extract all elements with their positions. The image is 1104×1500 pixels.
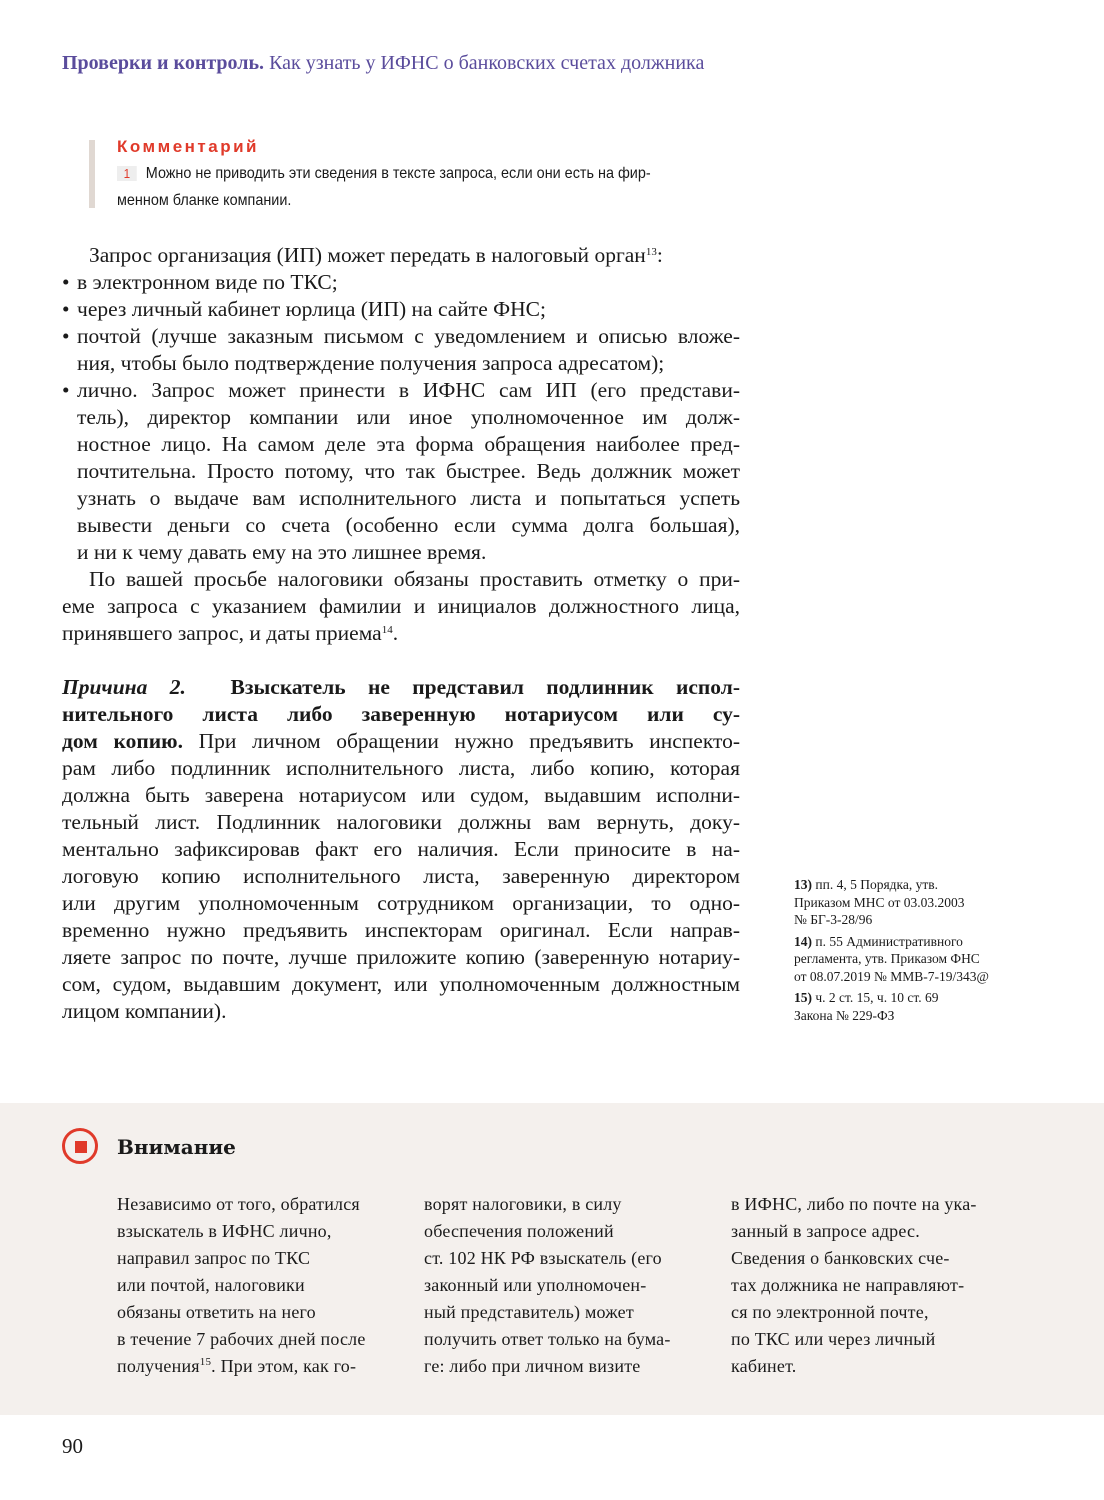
intro-text: Запрос организация (ИП) может передать в налоговый орган <box>89 243 646 267</box>
reason-line: ментально зафиксировав факт его наличия. Если приносите в на- <box>62 837 740 861</box>
reason-label: Причина 2. <box>62 675 186 699</box>
footnote-line <box>794 894 1024 912</box>
footnote-ref: 15 <box>199 1356 212 1368</box>
footnote-line <box>794 933 1024 951</box>
paragraph <box>62 566 740 620</box>
comment-text: Можно не приводить эти сведения в тексте запроса, если они есть на фир- <box>145 165 651 182</box>
running-header <box>62 52 704 75</box>
warning-line: обеспечения положений <box>424 1221 614 1241</box>
warning-text: получения <box>117 1356 200 1376</box>
warning-line: взыскатель в ИФНС лично, <box>117 1221 332 1241</box>
bullet-line: • через личный кабинет юрлица (ИП) на сайте ФНС; <box>62 297 546 321</box>
warning-line: в ИФНС, либо по почте на ука- <box>731 1194 977 1214</box>
reason-line: тельный лист. Подлинник налоговики должны вам вернуть, доку- <box>62 810 740 834</box>
warning-line: ный представитель) может <box>424 1302 634 1322</box>
reason-line: нительного листа либо заверенную нотариусом или су- <box>62 702 740 726</box>
bullet-icon: • <box>62 378 70 402</box>
bullet-list <box>62 269 740 566</box>
bullet-icon: • <box>62 324 70 348</box>
reason-text: При личном обращении нужно предъявить инспекто- <box>198 729 741 753</box>
reason-line: лицом компании). <box>62 999 227 1023</box>
intro-line <box>62 242 740 269</box>
footnote-number: 14) <box>794 933 812 949</box>
warning-line: занный в запросе адрес. <box>731 1221 920 1241</box>
footnote-line <box>794 968 1024 986</box>
bullet-line: • в электронном виде по ТКС; <box>62 270 338 294</box>
warning-line: или почтой, налоговики <box>117 1275 305 1295</box>
footnote-text: Приказом МНС от 03.03.2003 <box>794 894 965 910</box>
warning-line: ворят налоговики, в силу <box>424 1194 622 1214</box>
bullet-line: тель), директор компании или иное уполномоченное им долж- <box>77 405 740 429</box>
reason-line: должна быть заверена нотариусом или судом, выдавшим исполни- <box>62 783 740 807</box>
page-number: 90 <box>62 1434 83 1458</box>
section-name: Проверки и контроль. <box>62 52 265 74</box>
reason-heading: дом копию. <box>62 729 183 753</box>
reason-heading: Взыскатель не представил подлинник испол- <box>230 675 740 699</box>
warning-line: обязаны ответить на него <box>117 1302 316 1322</box>
comment-line <box>117 165 651 183</box>
footnote-text: ч. 2 ст. 15, ч. 10 ст. 69 <box>815 990 939 1005</box>
reason-line <box>62 674 740 701</box>
warning-line: по ТКС или через личный <box>731 1329 936 1349</box>
bullet-line: узнать о выдаче вам исполнительного листа и попытаться успеть <box>77 486 740 510</box>
reason-paragraph <box>62 755 740 1025</box>
warning-column-1 <box>117 1191 366 1380</box>
bullet-icon: • <box>62 270 70 294</box>
para-text: принявшего запрос, и даты приема <box>62 621 382 645</box>
warning-line: тах должника не направляют- <box>731 1275 965 1295</box>
bullet-line: и ни к чему давать ему на это лишнее время. <box>77 540 487 564</box>
warning-line: в течение 7 рабочих дней после <box>117 1329 366 1349</box>
warning-line: ст. 102 НК РФ взыскатель (его <box>424 1248 662 1268</box>
warning-line: получить ответ только на бума- <box>424 1329 671 1349</box>
wavy-edge <box>0 1100 1104 1106</box>
reason-line: или другим уполномоченным сотрудником организации, то одно- <box>62 891 740 915</box>
warning-column-3 <box>731 1191 977 1380</box>
warning-line: ся по электронной почте, <box>731 1302 929 1322</box>
comment-line: менном бланке компании. <box>117 192 292 209</box>
footnote-text: пп. 4, 5 Порядка, утв. <box>815 877 939 892</box>
bullet-line: ностное лицо. На самом деле эта форма обращения наиболее пред- <box>77 432 740 456</box>
warning-line: ге: либо при личном визите <box>424 1356 641 1376</box>
chapter-title: Как узнать у ИФНС о банковских счетах должника <box>269 52 705 74</box>
reason-line: временно нужно предъявить инспекторам оригинал. Если направ- <box>62 918 740 942</box>
footnote-text: Закона № 229-ФЗ <box>794 1007 895 1023</box>
reason-line: логовую копию исполнительного листа, заверенную директором <box>62 864 740 888</box>
footnotes <box>794 876 1024 1028</box>
warning-line: Сведения о банковских сче- <box>731 1248 950 1268</box>
footnote-line <box>794 989 1024 1007</box>
bullet-line: вывести деньги со счета (особенно если сумма долга большая), <box>77 513 740 537</box>
punct: : <box>656 243 663 267</box>
reason-line: сом, судом, выдавшим документ, или уполномоченным должностным <box>62 972 740 996</box>
bullet-icon: • <box>62 297 70 321</box>
footnote <box>794 933 1024 986</box>
punct: . <box>392 621 399 645</box>
footnote-ref: 14 <box>381 624 393 636</box>
warning-line: Независимо от того, обратился <box>117 1194 360 1214</box>
footnote <box>794 989 1024 1024</box>
body-text <box>62 242 740 1025</box>
bullet-line: почтительна. Просто потому, что так быстрее. Ведь должник может <box>77 459 740 483</box>
footnote-number: 15) <box>794 990 812 1005</box>
bullet-line: • почтой (лучше заказным письмом с уведомлением и описью вложе- <box>62 324 740 348</box>
warning-text: . При этом, как го- <box>211 1356 357 1376</box>
footnote-line <box>794 1007 1024 1025</box>
paragraph-line <box>62 620 740 647</box>
warning-column-2 <box>424 1191 671 1380</box>
comment-title: Комментарий <box>117 137 259 156</box>
warning-line: направил запрос по ТКС <box>117 1248 311 1268</box>
footnote-ref: 13 <box>645 246 657 258</box>
footnote-text: регламента, утв. Приказом ФНС <box>794 951 980 966</box>
footnote-text: от 08.07.2019 № ММВ-7-19/343@ <box>794 968 989 984</box>
warning-line <box>117 1353 366 1380</box>
footnote-line <box>794 876 1024 894</box>
reason-line: ляете запрос по почте, лучше приложите копию (заверенную нотариу- <box>62 945 740 969</box>
paragraph-line: еме запроса с указанием фамилии и инициалов должностного лица, <box>62 594 740 618</box>
warning-title: Внимание <box>117 1135 236 1159</box>
footnote-text: № БГ-3-28/96 <box>794 912 873 927</box>
paragraph-line: По вашей просьбе налоговики обязаны проставить отметку о при- <box>89 567 740 591</box>
bullet-line: • лично. Запрос может принести в ИФНС сам ИП (его представи- <box>62 378 740 402</box>
footnote <box>794 876 1024 929</box>
reason-line <box>62 728 740 755</box>
bullet-line: ния, чтобы было подтверждение получения запроса адресатом); <box>77 351 665 375</box>
warning-line: кабинет. <box>731 1356 797 1376</box>
footnote-line <box>794 950 1024 968</box>
comment-number: 1 <box>117 166 137 181</box>
stop-icon <box>62 1128 98 1164</box>
footnote-number: 13) <box>794 877 812 892</box>
comment-bar <box>89 140 95 208</box>
footnote-line <box>794 911 1024 929</box>
warning-line: законный или уполномочен- <box>424 1275 647 1295</box>
reason-line: рам либо подлинник исполнительного листа, либо копию, которая <box>62 756 740 780</box>
footnote-text: п. 55 Административного <box>815 933 963 949</box>
